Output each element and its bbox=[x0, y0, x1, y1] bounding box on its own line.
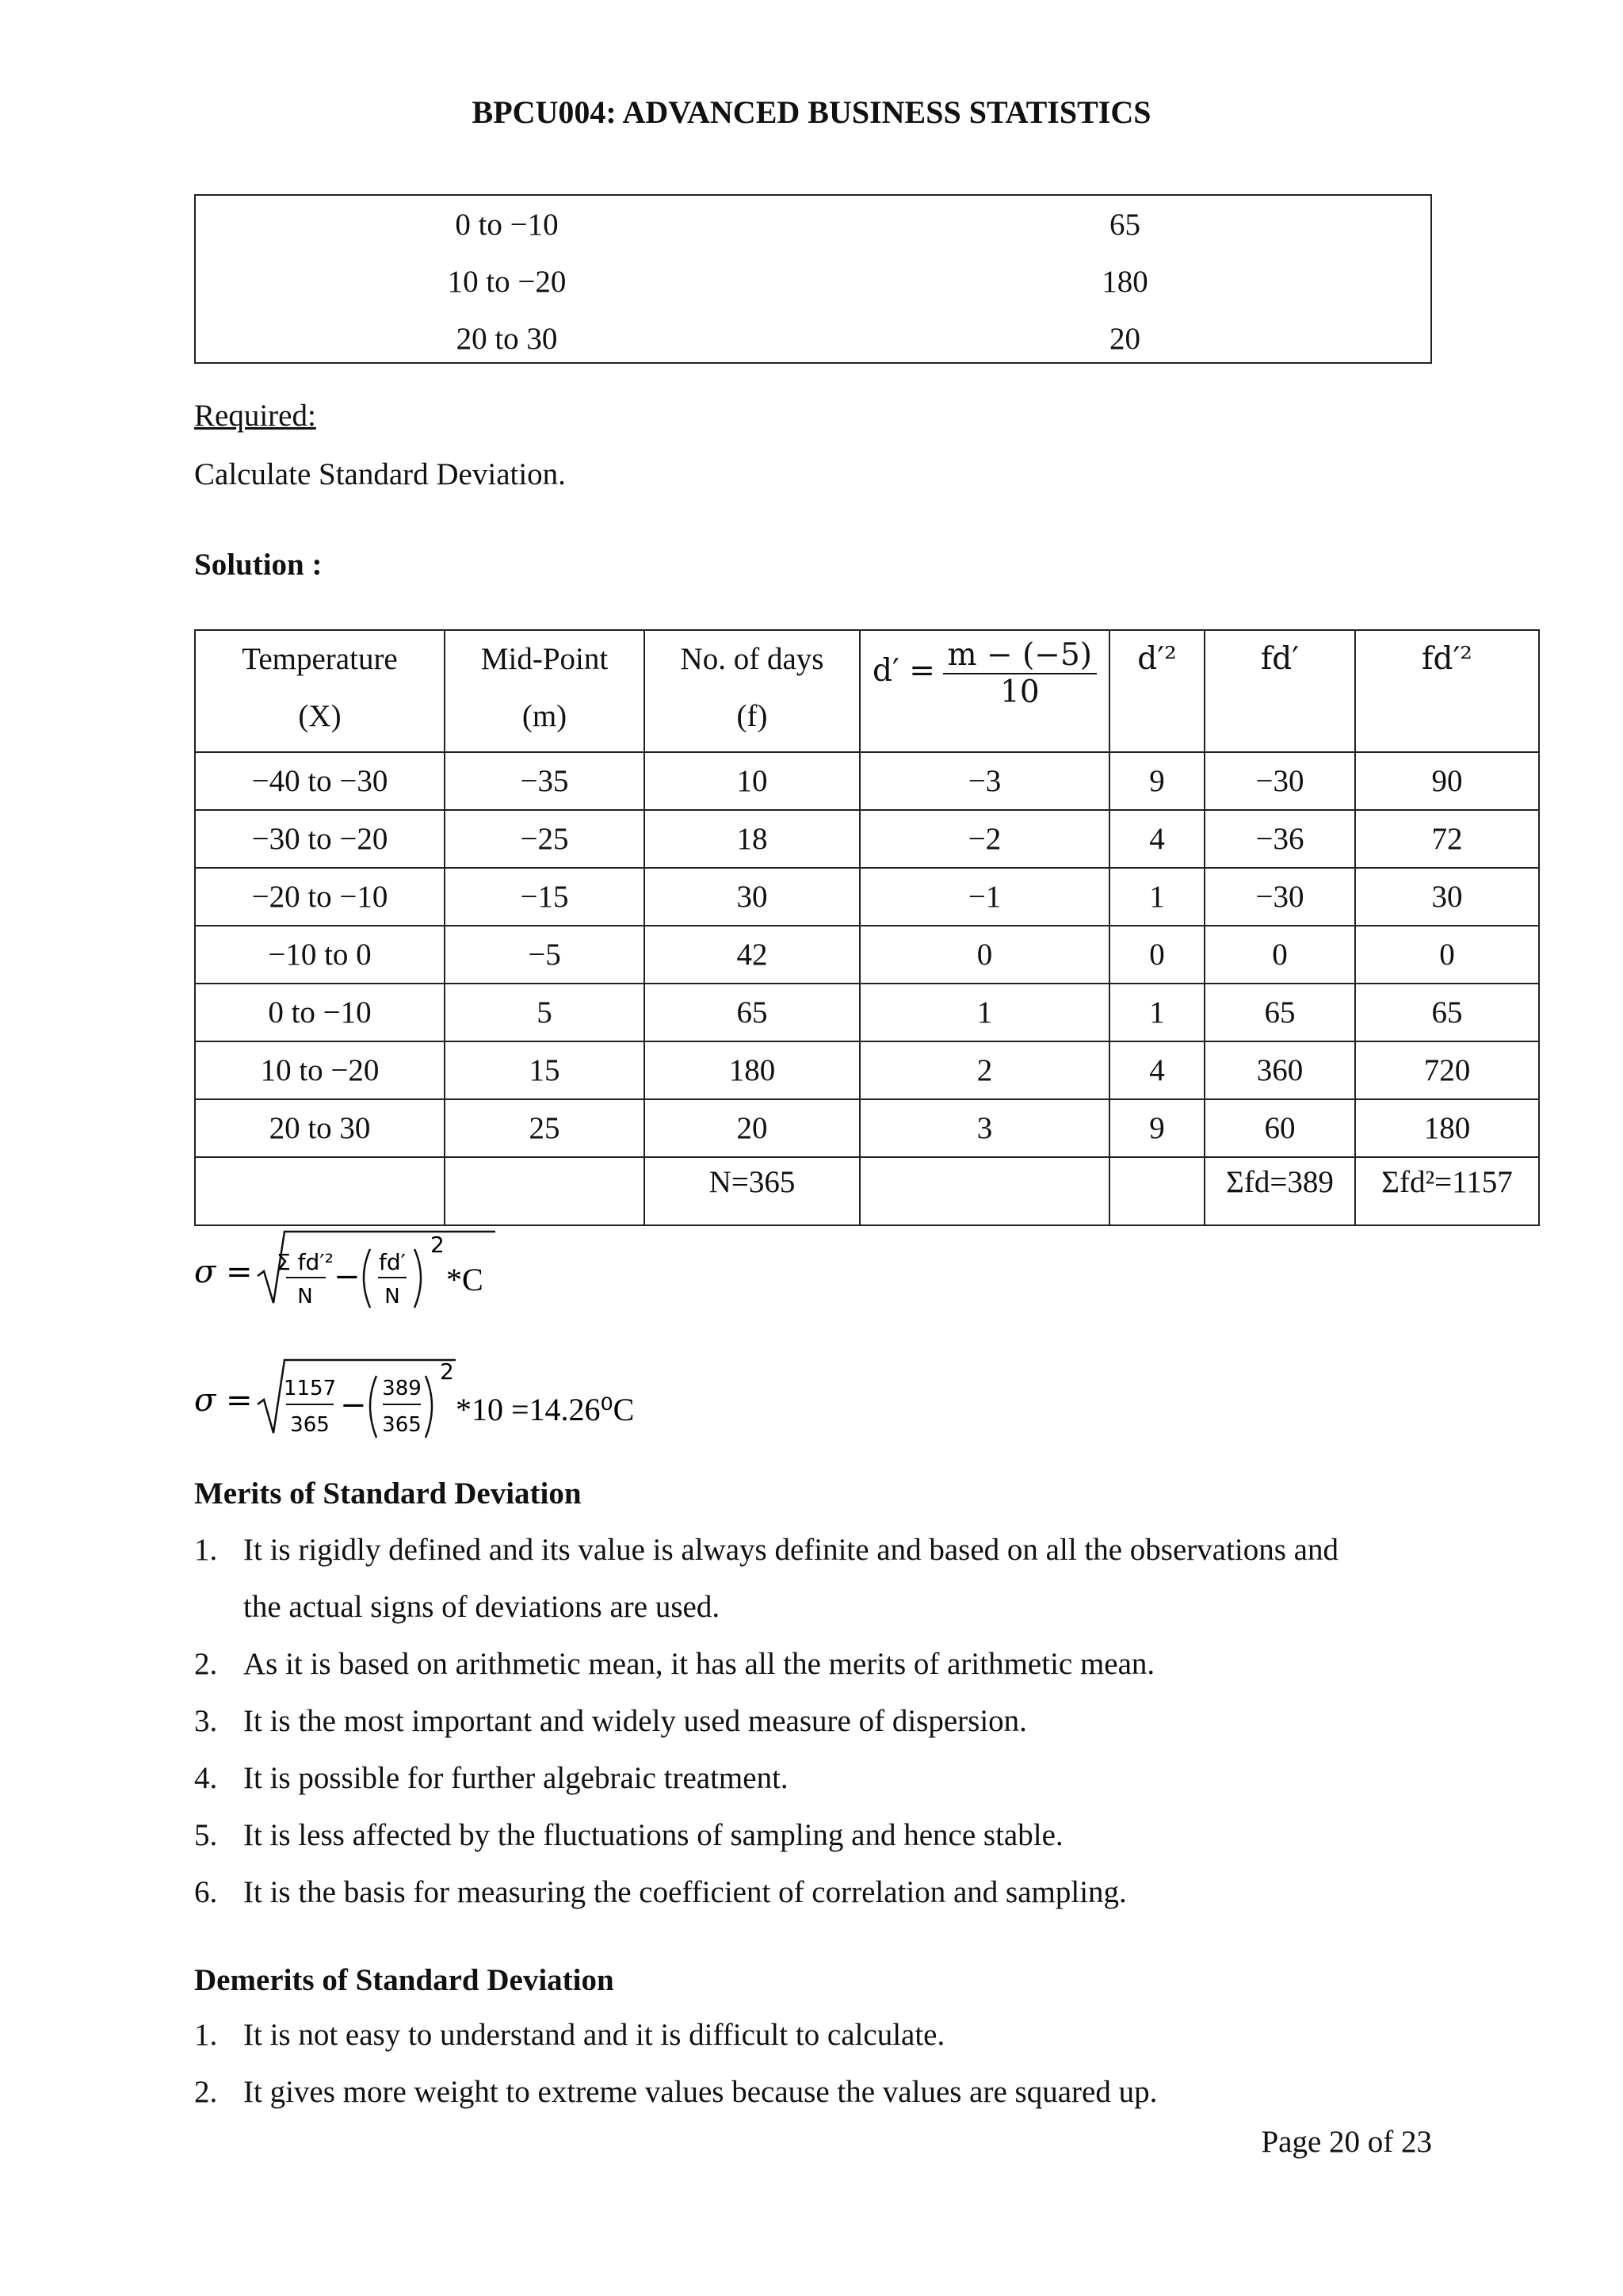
close-paren bbox=[414, 1249, 421, 1308]
list-text: It is possible for further algebraic treatment. bbox=[243, 1761, 789, 1795]
deviation-prefix: d′ = bbox=[872, 652, 935, 689]
demerits-list bbox=[194, 2007, 1446, 2121]
document-header: BPCU004: ADVANCED BUSINESS STATISTICS bbox=[472, 94, 1151, 130]
cell-midpoint: 15 bbox=[445, 1041, 644, 1099]
cell-deviation: 1 bbox=[860, 984, 1109, 1041]
close-paren bbox=[426, 1376, 432, 1438]
list-text: It is the most important and widely used measure of dispersion. bbox=[243, 1704, 1027, 1738]
cell-fd-squared: 0 bbox=[1355, 926, 1539, 984]
table-row bbox=[195, 1041, 1539, 1099]
header-temperature bbox=[195, 630, 445, 752]
empty-cell bbox=[860, 1157, 1109, 1225]
formula-result: *10 =14.26⁰C bbox=[456, 1392, 635, 1427]
formula-suffix: *C bbox=[446, 1262, 483, 1297]
header-midpoint-line1: Mid-Point bbox=[480, 642, 609, 676]
total-n: N=365 bbox=[644, 1157, 860, 1225]
header-fd-squared: fd′² bbox=[1355, 630, 1539, 752]
list-number: 1. bbox=[194, 1533, 218, 1567]
cell-fd: −36 bbox=[1205, 810, 1355, 868]
list-number: 2. bbox=[194, 1647, 218, 1681]
page-number: Page 20 of 23 bbox=[1261, 2125, 1432, 2159]
fraction-numerator: 1157 bbox=[283, 1377, 337, 1400]
cell-deviation: −2 bbox=[860, 810, 1109, 868]
temperature-range: 0 to −10 bbox=[455, 208, 559, 242]
header-temperature-line2: (X) bbox=[298, 699, 342, 733]
list-number: 5. bbox=[194, 1818, 218, 1852]
cell-midpoint: −35 bbox=[445, 752, 644, 810]
header-days bbox=[644, 630, 860, 752]
deviation-denominator: 10 bbox=[1000, 674, 1040, 710]
header-temperature-line1: Temperature bbox=[242, 642, 398, 676]
cell-temperature: 20 to 30 bbox=[195, 1099, 445, 1157]
exponent: 2 bbox=[440, 1358, 454, 1385]
merits-heading: Merits of Standard Deviation bbox=[194, 1477, 582, 1511]
header-midpoint-line2: (m) bbox=[521, 699, 567, 733]
cell-fd-squared: 180 bbox=[1355, 1099, 1539, 1157]
cell-deviation: 3 bbox=[860, 1099, 1109, 1157]
list-number: 3. bbox=[194, 1704, 218, 1738]
cell-deviation: −1 bbox=[860, 868, 1109, 926]
table-row bbox=[195, 810, 1539, 868]
list-item bbox=[194, 1636, 1446, 1693]
cell-days: 10 bbox=[644, 752, 860, 810]
header-d-squared: d′² bbox=[1109, 630, 1205, 752]
sd-general-formula bbox=[194, 1221, 749, 1316]
days-count: 180 bbox=[1102, 265, 1148, 299]
fraction-denominator: 365 bbox=[290, 1413, 330, 1437]
empty-cell bbox=[445, 1157, 644, 1225]
cell-temperature: 10 to −20 bbox=[195, 1041, 445, 1099]
continued-data-table bbox=[194, 194, 1432, 364]
solution-label: Solution : bbox=[194, 548, 323, 582]
header-midpoint bbox=[445, 630, 644, 752]
cell-days: 65 bbox=[644, 984, 860, 1041]
cell-fd-squared: 65 bbox=[1355, 984, 1539, 1041]
list-item bbox=[194, 1864, 1446, 1921]
list-text: It gives more weight to extreme values because the values are squared up. bbox=[243, 2075, 1158, 2109]
cell-fd: 65 bbox=[1205, 984, 1355, 1041]
cell-d-squared: 1 bbox=[1109, 984, 1205, 1041]
cell-fd: 360 bbox=[1205, 1041, 1355, 1099]
exponent: 2 bbox=[430, 1232, 445, 1258]
empty-cell bbox=[1109, 1157, 1205, 1225]
list-text-continued: the actual signs of deviations are used. bbox=[243, 1590, 720, 1624]
cell-midpoint: −5 bbox=[445, 926, 644, 984]
minus-sign: − bbox=[334, 1259, 361, 1295]
cell-fd-squared: 90 bbox=[1355, 752, 1539, 810]
cell-deviation: 0 bbox=[860, 926, 1109, 984]
fraction-denominator: N bbox=[384, 1285, 400, 1308]
empty-cell bbox=[195, 1157, 445, 1225]
list-item bbox=[194, 2007, 1446, 2064]
required-label: Required: bbox=[194, 399, 316, 433]
sd-computed-formula-graphic bbox=[194, 1347, 907, 1450]
open-paren bbox=[370, 1376, 376, 1438]
cell-fd: −30 bbox=[1205, 868, 1355, 926]
cell-d-squared: 0 bbox=[1109, 926, 1205, 984]
cell-temperature: −40 to −30 bbox=[195, 752, 445, 810]
table-header-row bbox=[195, 630, 1539, 752]
list-number: 1. bbox=[194, 2018, 218, 2052]
list-item bbox=[194, 1693, 1446, 1750]
list-item bbox=[194, 2064, 1446, 2121]
total-fd: Σfd=389 bbox=[1205, 1157, 1355, 1225]
fraction-denominator: 365 bbox=[382, 1413, 422, 1437]
fraction-denominator: N bbox=[297, 1285, 313, 1308]
list-item bbox=[194, 1750, 1446, 1807]
days-count: 65 bbox=[1109, 208, 1140, 242]
cell-temperature: 0 to −10 bbox=[195, 984, 445, 1041]
cell-fd: 60 bbox=[1205, 1099, 1355, 1157]
list-text: It is the basis for measuring the coefficient of correlation and sampling. bbox=[243, 1875, 1127, 1909]
cell-midpoint: 5 bbox=[445, 984, 644, 1041]
cell-d-squared: 4 bbox=[1109, 810, 1205, 868]
list-number: 6. bbox=[194, 1875, 218, 1909]
merits-list bbox=[194, 1522, 1446, 1921]
totals-row bbox=[195, 1157, 1539, 1225]
table-row bbox=[195, 752, 1539, 810]
sigma-label: σ = bbox=[194, 1254, 253, 1290]
cell-deviation: 2 bbox=[860, 1041, 1109, 1099]
temperature-range: 10 to −20 bbox=[447, 265, 567, 299]
cell-midpoint: 25 bbox=[445, 1099, 644, 1157]
cell-fd-squared: 720 bbox=[1355, 1041, 1539, 1099]
solution-table bbox=[194, 629, 1540, 1226]
table-row bbox=[196, 197, 1430, 254]
sd-computed-formula bbox=[194, 1347, 907, 1450]
list-number: 4. bbox=[194, 1761, 218, 1795]
fraction-numerator: fd′ bbox=[379, 1249, 406, 1275]
cell-midpoint: −25 bbox=[445, 810, 644, 868]
list-text: As it is based on arithmetic mean, it has all the merits of arithmetic mean. bbox=[243, 1647, 1155, 1681]
table-row bbox=[195, 984, 1539, 1041]
sd-general-formula-graphic bbox=[194, 1221, 749, 1316]
minus-sign: − bbox=[340, 1387, 367, 1423]
cell-days: 42 bbox=[644, 926, 860, 984]
header-fd: fd′ bbox=[1205, 630, 1355, 752]
open-paren bbox=[364, 1249, 370, 1308]
list-text: It is not easy to understand and it is difficult to calculate. bbox=[243, 2018, 945, 2052]
cell-fd-squared: 72 bbox=[1355, 810, 1539, 868]
table-row bbox=[196, 254, 1430, 311]
temperature-range: 20 to 30 bbox=[456, 322, 558, 356]
required-text: Calculate Standard Deviation. bbox=[194, 457, 566, 491]
cell-midpoint: −15 bbox=[445, 868, 644, 926]
cell-deviation: −3 bbox=[860, 752, 1109, 810]
table-row bbox=[196, 311, 1430, 369]
list-item bbox=[194, 1522, 1446, 1636]
fraction-numerator: 389 bbox=[382, 1377, 422, 1400]
days-count: 20 bbox=[1109, 322, 1140, 356]
sigma-label: σ = bbox=[194, 1382, 253, 1419]
table-row bbox=[195, 1099, 1539, 1157]
cell-days: 180 bbox=[644, 1041, 860, 1099]
list-text: It is less affected by the fluctuations of sampling and hence stable. bbox=[243, 1818, 1064, 1852]
cell-temperature: −20 to −10 bbox=[195, 868, 445, 926]
fraction-numerator: Σ fd′² bbox=[277, 1249, 334, 1275]
cell-d-squared: 1 bbox=[1109, 868, 1205, 926]
cell-temperature: −30 to −20 bbox=[195, 810, 445, 868]
cell-days: 20 bbox=[644, 1099, 860, 1157]
cell-fd: 0 bbox=[1205, 926, 1355, 984]
cell-d-squared: 9 bbox=[1109, 752, 1205, 810]
demerits-heading: Demerits of Standard Deviation bbox=[194, 1963, 614, 1997]
list-number: 2. bbox=[194, 2075, 218, 2109]
cell-days: 18 bbox=[644, 810, 860, 868]
header-days-line1: No. of days bbox=[680, 642, 824, 676]
table-row bbox=[195, 868, 1539, 926]
cell-fd: −30 bbox=[1205, 752, 1355, 810]
total-fd-squared: Σfd²=1157 bbox=[1355, 1157, 1539, 1225]
cell-days: 30 bbox=[644, 868, 860, 926]
deviation-numerator: m − (−5) bbox=[943, 637, 1097, 674]
deviation-fraction bbox=[943, 637, 1097, 710]
list-item bbox=[194, 1807, 1446, 1864]
cell-fd-squared: 30 bbox=[1355, 868, 1539, 926]
header-days-line2: (f) bbox=[736, 699, 768, 733]
cell-d-squared: 4 bbox=[1109, 1041, 1205, 1099]
table-row bbox=[195, 926, 1539, 984]
cell-temperature: −10 to 0 bbox=[195, 926, 445, 984]
list-text: It is rigidly defined and its value is always definite and based on all the observations and bbox=[243, 1533, 1338, 1567]
header-deviation bbox=[860, 630, 1109, 752]
cell-d-squared: 9 bbox=[1109, 1099, 1205, 1157]
